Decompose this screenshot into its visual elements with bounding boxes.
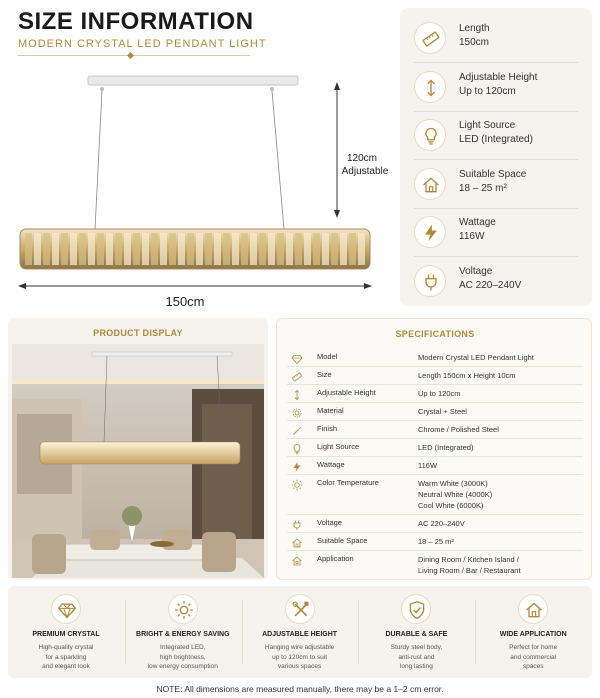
badge-title: ADJUSTABLE HEIGHT <box>262 631 338 638</box>
specifications-title: SPECIFICATIONS <box>395 329 475 339</box>
spec-icon <box>291 352 303 364</box>
spec-value-line: Cool White (6000K) <box>418 501 484 510</box>
spec-value-line: 18 – 25 m² <box>418 537 454 546</box>
badge-desc-line: low energy consumption <box>147 663 218 670</box>
badge-desc-line: spaces <box>522 663 544 670</box>
badge-icon-circle <box>51 594 81 624</box>
feature-icon-badge <box>414 216 446 248</box>
spec-value-line: Chrome / Polished Steel <box>418 425 499 434</box>
feature-badge <box>8 586 124 678</box>
badge-desc-line: Hanging wire adjustable <box>264 644 335 651</box>
spec-value-line: LED (Integrated) <box>418 443 474 452</box>
feature-value: LED (Integrated) <box>459 134 533 145</box>
badge-divider <box>358 600 359 664</box>
feature-badge <box>125 586 241 678</box>
spec-divider <box>287 514 583 515</box>
badge-desc-line: for a sparkling <box>45 653 87 661</box>
spec-divider <box>287 456 583 457</box>
crystal-facet <box>223 233 230 265</box>
spec-value-line: Neutral White (4000K) <box>418 490 493 499</box>
crystal-facet <box>214 233 221 265</box>
crystal-facet <box>25 233 32 265</box>
spec-divider <box>287 402 583 403</box>
lightning-icon <box>421 223 441 243</box>
feature-value: Up to 120cm <box>459 85 516 97</box>
spec-value <box>418 424 499 435</box>
feature-badge <box>475 586 591 678</box>
sun-icon <box>174 600 194 620</box>
badge-icon-circle <box>518 594 548 624</box>
crystal-facet <box>259 233 266 265</box>
feature-label: Voltage <box>459 265 493 277</box>
shield-check-icon <box>407 600 427 620</box>
spec-row <box>277 352 593 366</box>
spec-value-line: Up to 120cm <box>418 389 461 398</box>
badge-desc-line: Sturdy steel body, <box>390 644 443 651</box>
crystal-facet <box>79 233 86 265</box>
spec-value <box>418 554 521 576</box>
spec-key: Application <box>317 554 354 563</box>
spec-divider <box>287 474 583 475</box>
badge-desc-line: anti-rust and <box>398 653 435 661</box>
light-bulb-icon <box>421 126 441 146</box>
spec-key: Color Temperature <box>317 478 379 487</box>
badge-desc-line: Perfect for home <box>509 644 558 651</box>
crystal-icon <box>291 353 303 365</box>
crystal-facet <box>169 233 176 265</box>
spec-value-line: 116W <box>418 461 438 470</box>
spec-key: Size <box>317 370 332 379</box>
spec-key: Finish <box>317 424 338 433</box>
spec-value-line: Modern Crystal LED Pendant Light <box>418 353 534 362</box>
spec-row <box>277 518 593 532</box>
sun-icon <box>291 479 303 491</box>
crystal-facet <box>250 233 257 265</box>
feature-row <box>400 160 592 208</box>
width-label: 150cm <box>165 294 205 309</box>
crystal-facet <box>331 233 338 265</box>
feature-label: Length <box>459 23 490 34</box>
badge-description <box>16 643 116 672</box>
spec-row <box>277 388 593 402</box>
spec-value <box>418 518 465 529</box>
spec-row <box>277 554 593 579</box>
feature-row <box>400 111 592 159</box>
height-adjustable-label: Adjustable <box>341 166 389 177</box>
spec-value <box>418 370 516 381</box>
spec-value <box>418 478 492 511</box>
diamond-icon <box>57 600 77 620</box>
feature-label: Suitable Space <box>459 168 527 180</box>
spec-value-line: Living Room / Bar / Restaurant <box>418 566 521 575</box>
spec-icon <box>291 442 303 454</box>
ruler-icon <box>291 371 303 383</box>
spec-value-line: Warm White (3000K) <box>418 479 488 488</box>
crystal-facet <box>97 233 104 265</box>
measurement-note: NOTE: All dimensions are measured manually, there may be a 1–2 cm error. <box>156 684 444 694</box>
crystal-facet <box>70 233 77 265</box>
house-icon <box>421 175 441 195</box>
spec-icon <box>291 424 303 436</box>
crystal-facet <box>295 233 302 265</box>
crystal-facet <box>232 233 239 265</box>
spec-icon <box>291 388 303 400</box>
plug-icon <box>291 519 303 531</box>
brush-icon <box>291 425 303 437</box>
vertical-arrows-icon <box>291 389 303 401</box>
crystal-facet <box>34 233 41 265</box>
house-icon <box>291 537 303 549</box>
crystal-facet <box>313 233 320 265</box>
feature-row <box>400 63 592 111</box>
page-title: SIZE INFORMATION <box>18 8 254 35</box>
badge-desc-line: various spaces <box>277 663 322 670</box>
crystal-facet <box>88 233 95 265</box>
badge-desc-line: and commercial <box>510 653 557 661</box>
feature-icon-badge <box>414 168 446 200</box>
badge-desc-line: High-quality crystal <box>38 644 94 651</box>
badge-title: WIDE APPLICATION <box>499 631 567 638</box>
feature-badge <box>358 586 474 678</box>
crystal-facet <box>133 233 140 265</box>
spec-icon <box>291 554 303 566</box>
spec-row <box>277 442 593 456</box>
spec-divider <box>287 366 583 367</box>
crystal-facet <box>286 233 293 265</box>
crystal-facet <box>160 233 167 265</box>
home-gear-icon <box>291 555 303 567</box>
plug-icon <box>421 272 441 292</box>
badge-desc-line: high brightness, <box>159 653 206 661</box>
spec-key: Model <box>317 352 338 361</box>
spec-icon <box>291 406 303 418</box>
dimension-illustration <box>0 66 395 316</box>
feature-icon-badge <box>414 119 446 151</box>
spec-value-line: Length 150cm x Height 10cm <box>418 371 516 380</box>
spec-row <box>277 424 593 438</box>
badge-icon-circle <box>285 594 315 624</box>
spec-value <box>418 442 473 453</box>
spec-icon <box>291 478 303 490</box>
feature-row <box>400 257 592 305</box>
feature-value: 116W <box>459 231 485 242</box>
spec-divider <box>287 438 583 439</box>
badge-title: DURABLE & SAFE <box>385 631 448 638</box>
crystal-facet <box>124 233 131 265</box>
crystal-facet <box>241 233 248 265</box>
product-display-panel <box>8 318 268 580</box>
spec-row <box>277 460 593 474</box>
crystal-facet <box>187 233 194 265</box>
feature-label: Adjustable Height <box>459 71 538 83</box>
feature-row <box>400 208 592 256</box>
light-bulb-icon <box>291 443 303 455</box>
hanging-wire-right <box>272 91 284 229</box>
spec-value <box>418 406 467 417</box>
badge-desc-line: long lasting <box>399 663 433 670</box>
spec-row <box>277 406 593 420</box>
spec-divider <box>287 420 583 421</box>
spec-value-line: Dining Room / Kitchen Island / <box>418 555 519 564</box>
badge-desc-line: Integrated LED, <box>160 644 206 651</box>
feature-icon-badge <box>414 265 446 297</box>
crystal-facet <box>205 233 212 265</box>
crystal-facet <box>151 233 158 265</box>
spec-value-line: Crystal + Steel <box>418 407 467 416</box>
spec-icon <box>291 536 303 548</box>
feature-value: 18 – 25 m² <box>459 182 507 194</box>
badge-divider <box>125 600 126 664</box>
spec-key: Adjustable Height <box>317 388 376 397</box>
feature-icon-badge <box>414 22 446 54</box>
badge-description <box>250 643 350 672</box>
feature-icon-badge <box>414 71 446 103</box>
badge-divider <box>242 600 243 664</box>
product-display-title: PRODUCT DISPLAY <box>93 328 183 338</box>
vertical-arrows-icon <box>421 78 441 98</box>
feature-badges-panel <box>8 586 592 678</box>
crystal-facet <box>268 233 275 265</box>
badge-divider <box>475 600 476 664</box>
crystal-facet <box>349 233 356 265</box>
feature-label: Wattage <box>459 217 496 228</box>
lightning-icon <box>291 461 303 473</box>
badge-description <box>133 643 233 672</box>
tools-icon <box>291 600 311 620</box>
spec-value-line: AC 220–240V <box>418 519 465 528</box>
feature-value: AC 220–240V <box>459 279 522 291</box>
subtitle-divider <box>18 55 250 56</box>
crystal-facet <box>61 233 68 265</box>
house-icon <box>524 600 544 620</box>
feature-badge <box>242 586 358 678</box>
spec-value <box>418 352 534 363</box>
badge-title: PREMIUM CRYSTAL <box>32 631 100 638</box>
crystal-facet <box>106 233 113 265</box>
spec-row <box>277 478 593 514</box>
spec-row <box>277 370 593 384</box>
crystal-facet <box>52 233 59 265</box>
spec-key: Suitable Space <box>317 536 368 545</box>
spec-key: Material <box>317 406 344 415</box>
spec-key: Light Source <box>317 442 360 451</box>
crystal-facet <box>277 233 284 265</box>
badge-desc-line: up to 120cm to suit <box>272 653 328 661</box>
hanging-wire-left <box>95 91 102 229</box>
crystal-facet <box>322 233 329 265</box>
feature-row <box>400 14 592 62</box>
ruler-icon <box>421 29 441 49</box>
specifications-panel <box>276 318 592 580</box>
badge-desc-line: and elegant look <box>42 663 90 670</box>
crystal-facet <box>196 233 203 265</box>
badge-icon-circle <box>401 594 431 624</box>
badge-icon-circle <box>168 594 198 624</box>
spec-icon <box>291 370 303 382</box>
feature-value: 150cm <box>459 37 490 48</box>
gear-icon <box>291 407 303 419</box>
spec-icon <box>291 460 303 472</box>
crystal-facet <box>142 233 149 265</box>
crystal-facet <box>358 233 365 265</box>
height-label: 120cm <box>346 153 378 164</box>
crystal-facet <box>178 233 185 265</box>
badge-description <box>366 643 466 672</box>
spec-divider <box>287 550 583 551</box>
spec-value <box>418 460 437 471</box>
product-room-photo <box>12 344 264 578</box>
crystal-facet <box>340 233 347 265</box>
crystal-facet <box>115 233 122 265</box>
feature-label: Light Source <box>459 120 516 131</box>
spec-row <box>277 536 593 550</box>
crystal-facet <box>304 233 311 265</box>
spec-divider <box>287 532 583 533</box>
ceiling-canopy <box>88 76 298 85</box>
spec-icon <box>291 518 303 530</box>
badge-title: BRIGHT & ENERGY SAVING <box>136 631 230 638</box>
spec-value <box>418 536 454 547</box>
pendant-light <box>40 442 240 464</box>
page-subtitle: MODERN CRYSTAL LED PENDANT LIGHT <box>18 38 267 50</box>
badge-description <box>483 643 583 672</box>
spec-key: Wattage <box>317 460 345 469</box>
spec-divider <box>287 384 583 385</box>
key-features-panel <box>400 8 592 306</box>
spec-value <box>418 388 461 399</box>
crystal-facet <box>43 233 50 265</box>
spec-key: Voltage <box>317 518 343 527</box>
